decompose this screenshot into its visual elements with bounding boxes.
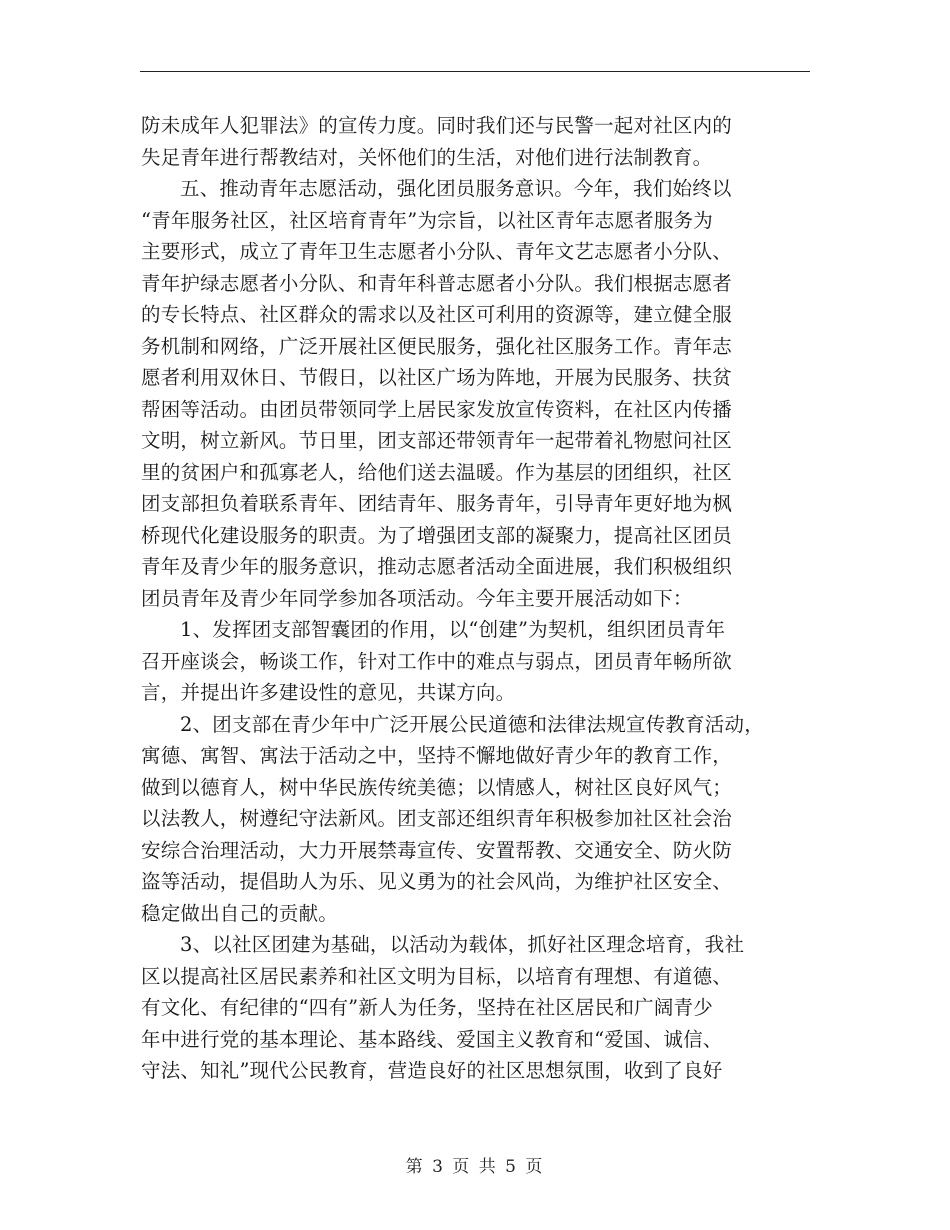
paragraph-start-line: 3、以社区团建为基础，以活动为载体，抓好社区理念培育，我社 (180, 933, 745, 956)
text-line: “青年服务社区，社区培育青年”为宗旨，以社区青年志愿者服务为 (141, 208, 713, 232)
text-line: 寓德、寓智、寓法于活动之中，坚持不懈地做好青少年的教育工作， (141, 744, 733, 767)
text-line: 团支部担负着联系青年、团结青年、服务青年，引导青年更好地为枫 (141, 492, 733, 515)
text-line: 年中进行党的基本理论、基本路线、爱国主义教育和“爱国、诚信、 (141, 1027, 723, 1051)
text-line: 召开座谈会，畅谈工作，针对工作中的难点与弱点，团员青年畅所欲 (141, 649, 733, 673)
paragraph-start-line: 五、推动青年志愿活动，强化团员服务意识。今年，我们始终以 (180, 177, 732, 200)
text-line: 防未成年人犯罪法》的宣传力度。同时我们还与民警一起对社区内的 (141, 114, 733, 137)
text-line: 言，并提出许多建设性的意见，共谋方向。 (141, 681, 516, 704)
header-rule (140, 71, 810, 72)
text-line: 务机制和网络，广泛开展社区便民服务，强化社区服务工作。青年志 (141, 334, 733, 358)
text-line: 桥现代化建设服务的职责。为了增强团支部的凝聚力，提高社区团员 (141, 523, 733, 547)
text-line: 稳定做出自己的贡献。 (141, 901, 339, 925)
text-line: 青年护绿志愿者小分队、和青年科普志愿者小分队。我们根据志愿者 (141, 271, 733, 295)
text-line: 帮困等活动。由团员带领同学上居民家发放宣传资料，在社区内传播 (141, 397, 733, 421)
text-line: 团员青年及青少年同学参加各项活动。今年主要开展活动如下： (141, 586, 693, 610)
text-line: 主要形式，成立了青年卫生志愿者小分队、青年文艺志愿者小分队、 (141, 240, 733, 263)
text-line: 的专长特点、社区群众的需求以及社区可利用的资源等，建立健全服 (141, 303, 733, 326)
text-line: 做到以德育人，树中华民族传统美德；以情感人，树社区良好风气； (141, 775, 733, 799)
text-line: 盗等活动，提倡助人为乐、见义勇为的社会风尚，为维护社区安全、 (141, 870, 733, 893)
text-line: 以法教人，树遵纪守法新风。团支部还组织青年积极参加社区社会治 (141, 807, 733, 830)
text-line: 安综合治理活动，大力开展禁毒宣传、安置帮教、交通安全、防火防 (141, 838, 733, 862)
text-line: 文明，树立新风。节日里，团支部还带领青年一起带着礼物慰问社区 (141, 429, 733, 452)
paragraph-start-line: 1、发挥团支部智囊团的作用，以“创建”为契机，组织团员青年 (180, 618, 726, 641)
paragraph-start-line: 2、团支部在青少年中广泛开展公民道德和法律法规宣传教育活动， (180, 712, 764, 736)
text-line: 青年及青少年的服务意识，推动志愿者活动全面进展，我们积极组织 (141, 555, 733, 578)
text-line: 失足青年进行帮教结对，关怀他们的生活，对他们进行法制教育。 (141, 145, 713, 169)
text-line: 有文化、有纪律的“四有”新人为任务，坚持在社区居民和广阔青少 (141, 996, 713, 1019)
text-line: 守法、知礼”现代公民教育，营造良好的社区思想氛围，收到了良好 (141, 1059, 723, 1082)
text-line: 里的贫困户和孤寡老人，给他们送去温暖。作为基层的团组织，社区 (141, 460, 733, 484)
page-number-footer: 第 3 页 共 5 页 (405, 1157, 545, 1177)
text-line: 区以提高社区居民素养和社区文明为目标，以培育有理想、有道德、 (141, 964, 733, 988)
body-text (141, 110, 821, 1087)
text-line: 愿者利用双休日、节假日，以社区广场为阵地，开展为民服务、扶贫 (141, 366, 733, 389)
